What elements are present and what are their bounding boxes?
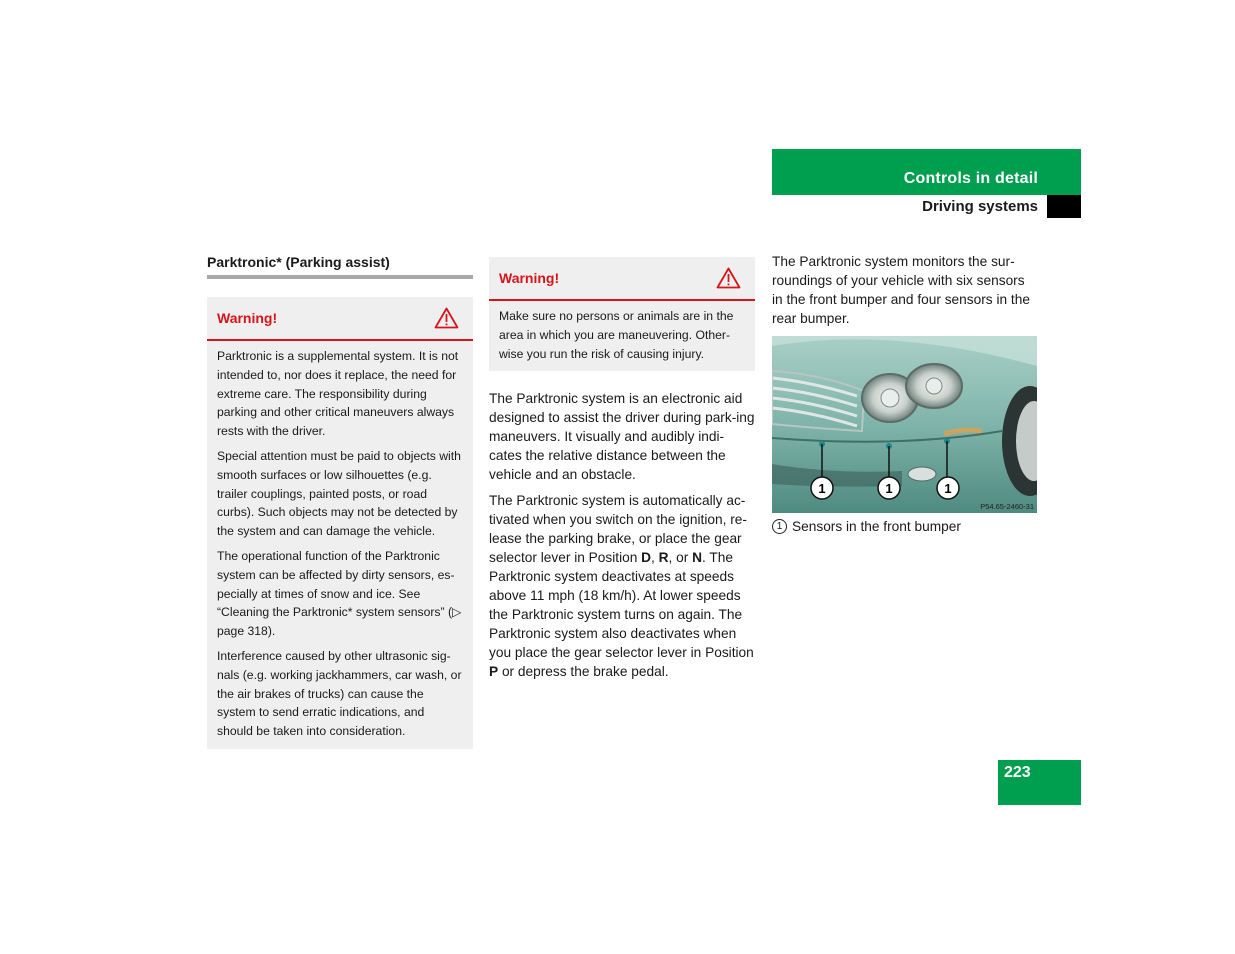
gear-p: P [489,664,499,680]
callout-number: 1 [772,519,787,534]
intro-text [772,252,1038,328]
body-text [489,389,755,681]
warning-label: Warning! [499,270,560,286]
paragraph-electronic-aid: The Parktronic system is an electronic aid designed to assist the driver during park-ing maneuvers. It visually and audibly indi-cates the relative distance between the vehicle and an obstacle. [489,391,755,483]
subsection-title: Driving systems [922,198,1038,215]
front-bumper-photo [772,336,1037,513]
photo-code: P54.65-2460-31 [980,502,1034,511]
warning-paragraph: Parktronic is a supplemental system. It is not intended to, nor does it replace, the need for extreme care. The responsibility during parking and other critical maneuvers always rests with the driver. [217,349,459,439]
warning-paragraph: Special attention must be paid to objects with smooth surfaces or low silhouettes (e.g. trailer couplings, painted posts, or road curbs). Such objects may not be detected by the system and can damage the vehicle. [217,448,461,539]
header-band [772,149,1081,195]
page-number: 223 [1004,764,1031,781]
warning-label: Warning! [217,310,278,326]
gear-d: D [641,550,652,566]
warning-paragraph: The operational function of the Parktronic system can be affected by dirty sensors, es-pecially at times of snow and ice. See “Cleaning the Parktronic* system sensors” (▷ page 318). [217,548,462,639]
column-left [207,252,473,749]
warning-triangle-icon [434,307,459,329]
page-number-box [998,760,1081,805]
warning-header [207,297,473,341]
callout-marker-label: 1 [818,481,826,496]
section-title: Controls in detail [903,170,1038,187]
warning-box-persons [489,257,755,371]
callout-text: Sensors in the front bumper [792,519,961,534]
warning-body [489,301,755,371]
column-right [772,252,1038,534]
warning-triangle-icon [716,267,741,289]
callout-marker-label: 1 [885,481,893,496]
callout-marker-label: 1 [944,481,952,496]
thumb-tab-marker [1047,195,1081,218]
warning-header [489,257,755,301]
warning-paragraph: Interference caused by other ultrasonic sig-nals (e.g. working jackhammers, car wash, or the air brakes of trucks) can cause the system to send erratic indications, and should be taken into consideration. [217,648,462,739]
paragraph-activation: The Parktronic system is automatically ac-tivated when you switch on the ignition, re-lease the parking brake, or place the gear selector lever in Position D, R, or N. The Parktronic system deactivates at speeds above 11 mph (18 km/h). At lower speeds the Parktronic system turns on again. The Parktronic system also deactivates when you place the gear selector lever in Position P or depress the brake pedal. [489,493,754,680]
column-middle [489,257,755,688]
warning-box-supplemental [207,297,473,749]
paragraph-monitoring: The Parktronic system monitors the sur-roundings of your vehicle with six sensors in the front bumper and four sensors in the rear bumper. [772,254,1030,326]
gear-n: N [692,550,703,566]
warning-body [207,341,473,749]
heading-parktronic: Parktronic* (Parking assist) [207,254,473,279]
gear-r: R [658,550,669,566]
warning-paragraph: Make sure no persons or animals are in the area in which you are maneuvering. Other-wise you run the risk of causing injury. [499,309,734,361]
callout-legend [772,519,1038,534]
